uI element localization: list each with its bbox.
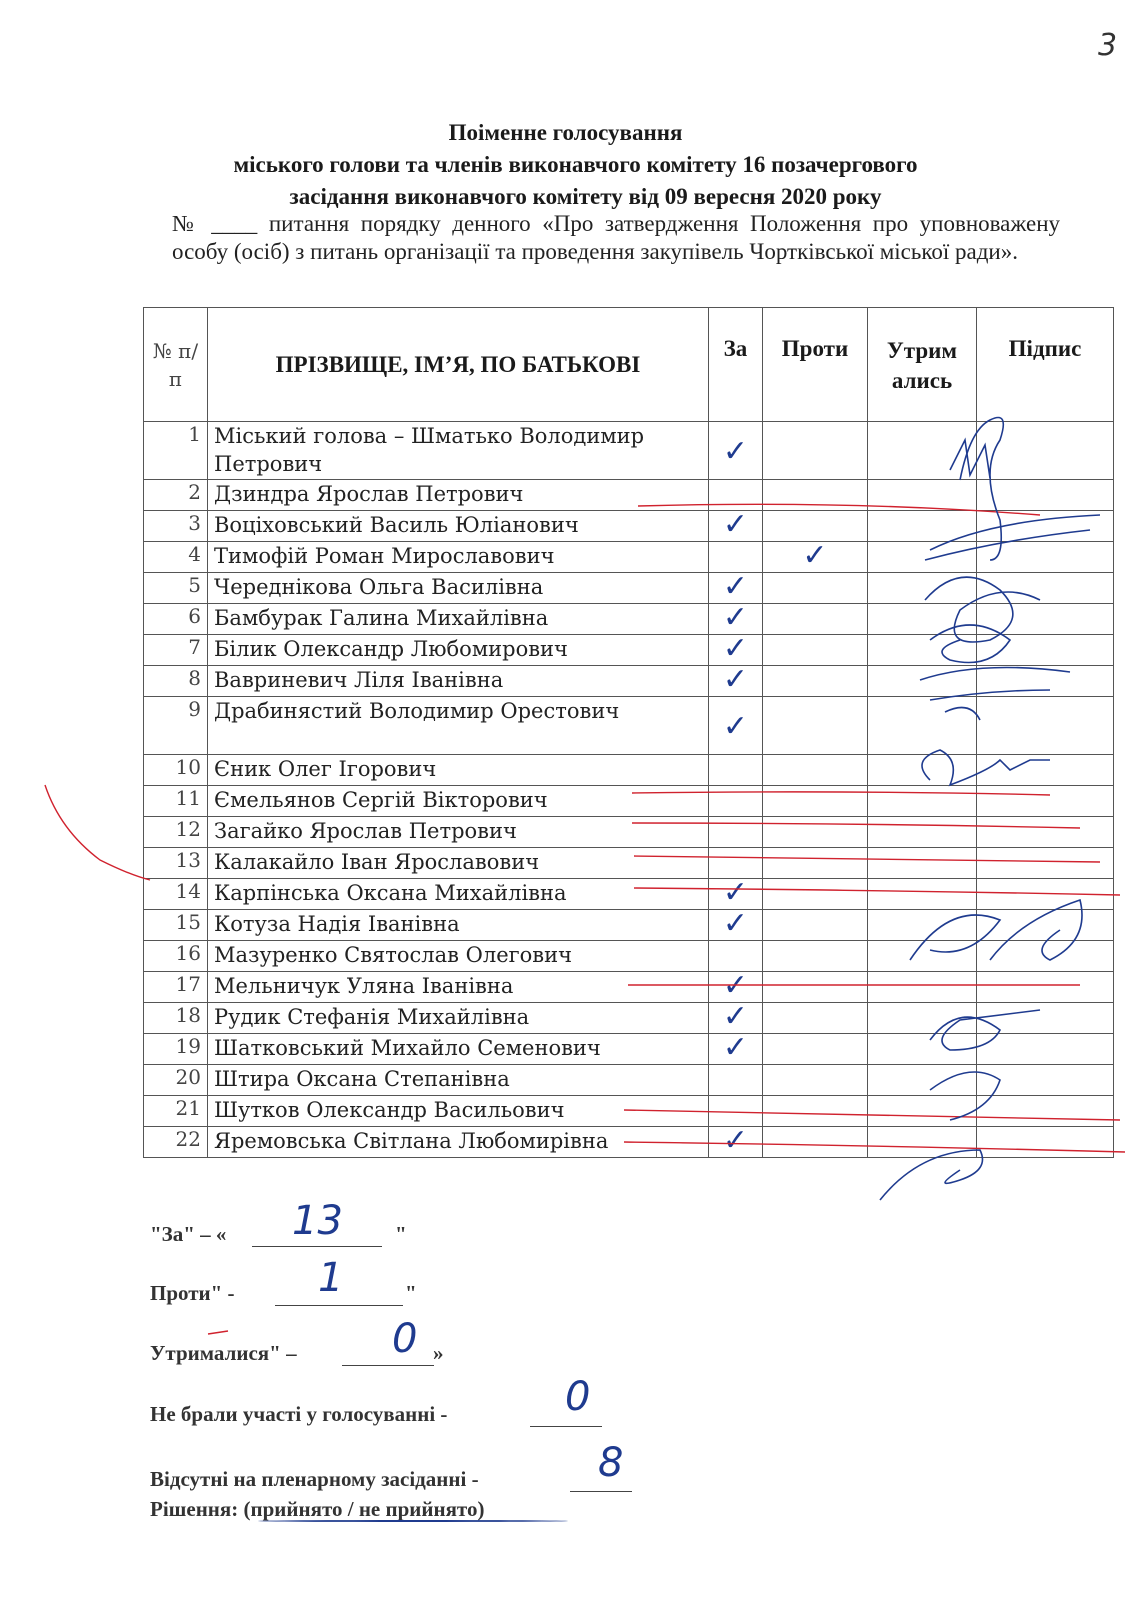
signature-19 [930,1072,1000,1120]
row-name: Тимофій Роман Мирославович [208,542,709,573]
row-number: 19 [144,1034,208,1065]
row-number: 12 [144,817,208,848]
totals-against-value: 1 [318,1255,344,1301]
row-name: Ємельянов Сергій Вікторович [208,786,709,817]
signature-14-15 [910,900,1082,960]
vote-check-mark: ✓ [722,875,749,910]
signature-scribbles [880,418,1100,1201]
vote-check-mark: ✓ [722,434,749,469]
signature-8 [945,708,980,721]
document-title: Поіменне голосування [448,120,683,145]
agenda-item: № ____ питання порядку денного «Про затвердження Положення про уповноважену особу (осіб) з питань організації та проведення закупівель Чортківської міської ради». [172,211,1060,264]
row-name: Шутков Олександр Васильович [208,1096,709,1127]
strike-line-row-13 [634,888,1120,895]
row-number: 11 [144,786,208,817]
strike-line-row-20 [624,1110,1120,1120]
vote-check-mark: ✓ [722,1123,749,1158]
row-name: Череднікова Ольга Василівна [208,573,709,604]
vote-check-mark: ✓ [802,538,828,573]
totals-against-close: " [405,1281,417,1305]
totals-against-underline [275,1305,403,1306]
row-number: 6 [144,604,208,635]
row-number: 2 [144,480,208,511]
row-name: Рудик Стефанія Михайлівна [208,1003,709,1034]
vote-check-mark: ✓ [722,1030,749,1065]
totals-abstain-label: Утрималися" – [150,1341,297,1365]
row-number: 1 [144,422,208,480]
totals-for-close: " [395,1222,407,1246]
totals-for-label: "За" – « [150,1222,227,1246]
row-name: Мельничук Уляна Іванівна [208,972,709,1003]
strike-line-row-2 [638,504,1040,515]
row-number: 8 [144,666,208,697]
row-number: 22 [144,1127,208,1158]
vote-check-mark: ✓ [722,631,749,666]
decision-options: (прийнято / не прийнято) [243,1497,485,1521]
signature-7 [920,668,1070,701]
row-number: 5 [144,573,208,604]
totals-for-value: 13 [292,1198,343,1244]
row-name: Воціховський Василь Юліанович [208,511,709,542]
signature-22 [880,1150,983,1200]
row-name: Яремовська Світлана Любомирівна [208,1127,709,1158]
row-name: Міський голова – Шматько Володимир Петрович [208,422,709,480]
row-number: 18 [144,1003,208,1034]
row-name: Котуза Надія Іванівна [208,910,709,941]
row-number: 20 [144,1065,208,1096]
vote-check-mark: ✓ [722,709,749,744]
strike-line-row-10 [632,792,1050,795]
vote-check-mark: ✓ [722,662,749,697]
document-subtitle-line-2: засідання виконавчого комітету від 09 вересня 2020 року [289,184,882,209]
strike-mark-abstain [208,1331,228,1334]
row-number: 13 [144,848,208,879]
totals-abstain-close: » [433,1341,444,1365]
page-number: 3 [1098,28,1118,63]
strike-line-row-11 [632,823,1080,828]
signature-9 [922,750,1050,785]
row-number: 4 [144,542,208,573]
row-name: Калакайло Іван Ярославович [208,848,709,879]
row-name: Штира Оксана Степанівна [208,1065,709,1096]
row-number: 17 [144,972,208,1003]
totals-abstain-value: 0 [392,1316,418,1362]
row-number: 16 [144,941,208,972]
totals-for-underline [252,1246,382,1247]
decision-label: Рішення: [150,1497,239,1521]
row-name: Дзиндра Ярослав Петрович [208,480,709,511]
signature-1 [960,418,1003,561]
vote-check-mark: ✓ [722,600,749,635]
totals-absent-label: Відсутні на пленарному засіданні - [150,1467,479,1491]
strike-line-row-21 [624,1142,1125,1152]
totals-not-voted-value: 0 [565,1374,591,1420]
signature-17-18 [930,1010,1040,1050]
totals-abstain-underline [342,1365,434,1366]
totals-absent-value: 8 [598,1440,624,1486]
row-name: Загайко Ярослав Петрович [208,817,709,848]
row-number: 14 [144,879,208,910]
row-number: 15 [144,910,208,941]
header-abstain: Утрим ались [868,308,977,422]
strike-margin-line [45,785,150,880]
row-name: Мазуренко Святослав Олегович [208,941,709,972]
totals-against [150,1281,417,1306]
row-name: Карпінська Оксана Михайлівна [208,879,709,910]
vote-check-mark: ✓ [722,968,749,1003]
header-num: № п/ п [144,308,208,422]
signature-3 [925,515,1100,560]
strike-line-row-12 [634,856,1100,862]
vote-check-mark: ✓ [722,569,749,604]
row-name: Шатковський Михайло Семенович [208,1034,709,1065]
totals-not-voted-label: Не брали участі у голосуванні - [150,1402,448,1426]
row-name: Єник Олег Ігорович [208,755,709,786]
header-against: Проти [763,308,868,422]
row-number: 3 [144,511,208,542]
row-name: Вавриневич Ліля Іванівна [208,666,709,697]
vote-check-mark: ✓ [722,507,749,542]
row-name: Білик Олександр Любомирович [208,635,709,666]
row-number: 10 [144,755,208,786]
signature-6 [930,625,1010,663]
header-for: За [709,308,763,422]
header-name: ПРІЗВИЩЕ, ІМ’Я, ПО БАТЬКОВІ [208,308,709,422]
row-number: 7 [144,635,208,666]
vote-check-mark: ✓ [722,906,749,941]
totals-not-voted-underline [530,1426,602,1427]
document-subtitle-line-1: міського голови та членів виконавчого комітету 16 позачергового [233,152,918,177]
totals-abstain [150,1341,444,1366]
decision [150,1497,484,1522]
strike-lines [45,504,1125,1334]
totals-absent-underline [570,1491,632,1492]
row-number: 21 [144,1096,208,1127]
decision-handwritten-underline [258,1520,568,1522]
row-number: 9 [144,697,208,755]
totals-not-voted [150,1402,447,1427]
totals-absent [150,1467,479,1492]
totals-against-label: Проти" - [150,1281,235,1305]
totals-for [150,1222,407,1247]
header-signature: Підпис [977,308,1114,422]
row-name: Драбинястий Володимир Орестович [208,697,709,755]
vote-check-mark: ✓ [722,999,749,1034]
row-name: Бамбурак Галина Михайлівна [208,604,709,635]
